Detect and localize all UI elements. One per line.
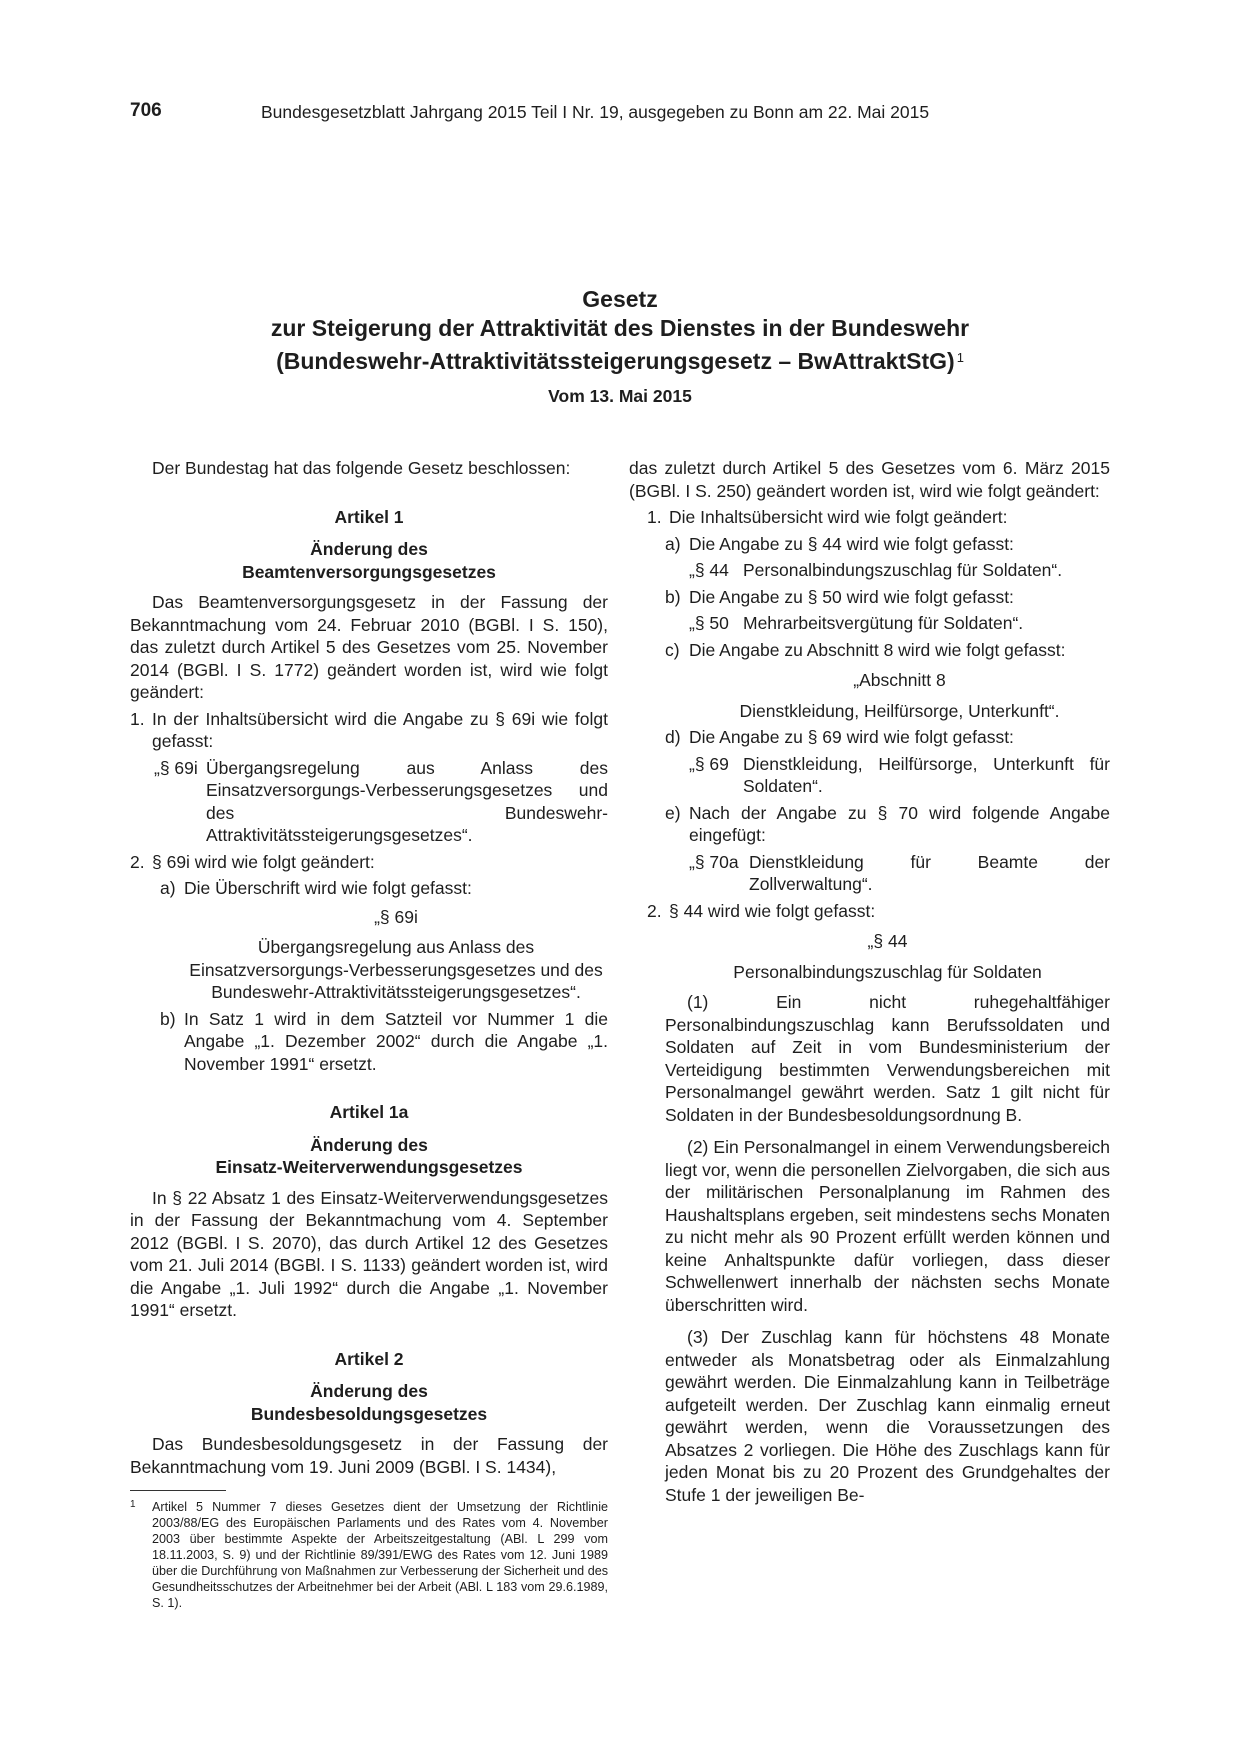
quoted-entry-text: Übergangsregelung aus Anlass des Einsatzversorgungs-Verbesserungsgesetzes und des Bundeswehr-Attraktivitätssteigerungsgesetzes“. bbox=[206, 757, 608, 845]
continuation-paragraph: das zuletzt durch Artikel 5 des Gesetzes vom 6. März 2015 (BGBl. I S. 250) geändert worden ist, wird wie folgt geändert: bbox=[629, 458, 1110, 501]
quoted-entry-number: „§ 50 bbox=[689, 613, 729, 633]
article-1a-subheading-1: Änderung des bbox=[310, 1134, 428, 1155]
intro-paragraph: Der Bundestag hat das folgende Gesetz beschlossen: bbox=[152, 458, 571, 478]
list-item-label: 2. bbox=[130, 851, 145, 872]
list-item bbox=[130, 851, 608, 874]
quoted-section-title: Personalbindungszuschlag für Soldaten bbox=[733, 961, 1042, 982]
article-1-heading: Artikel 1 bbox=[334, 506, 404, 527]
quoted-heading-block bbox=[629, 930, 1110, 983]
article-1-subheading-1: Änderung des bbox=[310, 539, 428, 559]
right-column bbox=[629, 457, 1110, 1506]
sub-list-item-label: e) bbox=[665, 802, 681, 823]
list-item-text: § 44 wird wie folgt gefasst: bbox=[669, 900, 876, 921]
law-date: Vom 13. Mai 2015 bbox=[548, 386, 692, 406]
list-item-label: 1. bbox=[647, 507, 662, 527]
sub-list-item-label: a) bbox=[160, 878, 176, 898]
sub-list-item-text: In Satz 1 wird in dem Satzteil vor Nummer 1 die Angabe „1. Dezember 2002“ durch die Angabe „1. November 1991“ ersetzt. bbox=[184, 1008, 608, 1074]
footnote-text: Artikel 5 Nummer 7 dieses Gesetzes dient der Umsetzung der Richtlinie 2003/88/EG des Europäischen Parlaments und des Rates vom 4. November 2003 über bestimmte Aspekte der Arbeitszeitgestaltung (ABl. L 299 vom 18.11.2003, S. 9) und der Richtlinie 89/391/EWG des Rates vom 12. Juni 1989 über die Durchführung von Maßnahmen zur Verbesserung der Sicherheit und des Gesundheitsschutzes der Arbeitnehmer bei der Arbeit (ABl. L 183 vom 29.6.1989, S. 1). bbox=[152, 1500, 608, 1610]
quoted-entry-text: Mehrarbeitsvergütung für Soldaten“. bbox=[743, 613, 1024, 633]
sub-list-item-label: d) bbox=[665, 727, 681, 747]
quoted-entry-number: „§ 70a bbox=[689, 851, 739, 872]
list-item-text: § 69i wird wie folgt geändert: bbox=[152, 851, 375, 872]
title-line-3-text: (Bundeswehr-Attraktivitätssteigerungsgesetz – BwAttraktStG) bbox=[276, 348, 955, 374]
sub-list-item bbox=[629, 586, 1110, 609]
article-1-subheading-2: Beamtenversorgungsgesetzes bbox=[242, 561, 496, 582]
article-1-body: Das Beamtenversorgungsgesetz in der Fassung der Bekanntmachung vom 24. Februar 2010 (BGBl. I S. 150), das zuletzt durch Artikel 5 des Gesetzes vom 25. November 2014 (BGBl. I S. 1772) geändert worden ist, wird wie folgt geändert: bbox=[130, 592, 608, 702]
quoted-entry-number: „§ 69i bbox=[154, 757, 198, 778]
footnote-divider bbox=[130, 1490, 226, 1491]
publication-line: Bundesgesetzblatt Jahrgang 2015 Teil I Nr. 19, ausgegeben zu Bonn am 22. Mai 2015 bbox=[261, 102, 930, 122]
list-item bbox=[629, 506, 1110, 529]
quoted-entry-text: Dienstkleidung für Beamte der Zollverwaltung“. bbox=[749, 851, 1110, 894]
sub-list-item bbox=[629, 533, 1110, 556]
sub-list-item-text: Die Überschrift wird wie folgt gefasst: bbox=[184, 878, 472, 898]
sub-list-item bbox=[629, 639, 1110, 662]
sub-list-item bbox=[130, 877, 608, 900]
footnote-marker: 1 bbox=[130, 1499, 136, 1510]
list-item bbox=[130, 708, 608, 753]
sub-list-item-text: Die Angabe zu § 44 wird wie folgt gefasst: bbox=[689, 533, 1014, 554]
law-title bbox=[130, 285, 1110, 376]
article-1a-heading: Artikel 1a bbox=[329, 1102, 409, 1122]
running-header bbox=[130, 100, 1000, 124]
title-line-1: Gesetz bbox=[582, 286, 658, 312]
sub-list-item bbox=[629, 802, 1110, 847]
list-item-label: 1. bbox=[130, 708, 145, 729]
sub-list-item-text: Die Angabe zu § 69 wird wie folgt gefasst: bbox=[689, 727, 1014, 747]
title-footnote-ref: 1 bbox=[956, 350, 964, 365]
quoted-section-number: „§ 69i bbox=[374, 906, 418, 927]
sub-list-item bbox=[130, 1008, 608, 1076]
section-44-text bbox=[629, 991, 1110, 1506]
list-item-label: 2. bbox=[647, 900, 662, 921]
list-item-text: In der Inhaltsübersicht wird die Angabe zu § 69i wie folgt gefasst: bbox=[152, 708, 608, 751]
title-line-2: zur Steigerung der Attraktivität des Dienstes in der Bundeswehr bbox=[270, 315, 970, 341]
quoted-section-number: „Abschnitt 8 bbox=[853, 670, 946, 690]
quoted-entry-number: „§ 69 bbox=[689, 753, 729, 774]
article-2-body: Das Bundesbesoldungsgesetz in der Fassung der Bekanntmachung vom 19. Juni 2009 (BGBl. I S. 1434), bbox=[130, 1434, 608, 1477]
sub-list-item-label: c) bbox=[665, 639, 680, 660]
quoted-toc-entry bbox=[629, 753, 1110, 798]
title-line-3 bbox=[130, 343, 1110, 376]
left-column bbox=[130, 457, 608, 1611]
quoted-toc-entry bbox=[629, 851, 1110, 896]
sub-list-item bbox=[629, 726, 1110, 749]
quoted-toc-entry bbox=[629, 559, 1110, 582]
quoted-toc-entry bbox=[130, 757, 608, 847]
quoted-heading-block bbox=[130, 906, 608, 1004]
article-1a-subheading-2: Einsatz-Weiterverwendungsgesetzes bbox=[215, 1157, 523, 1177]
sub-list-item-label: b) bbox=[160, 1008, 176, 1029]
sub-list-item-text: Die Angabe zu Abschnitt 8 wird wie folgt gefasst: bbox=[689, 639, 1066, 660]
article-2-subheading-1: Änderung des bbox=[310, 1381, 428, 1401]
quoted-entry-text: Personalbindungszuschlag für Soldaten“. bbox=[743, 560, 1063, 580]
footnote bbox=[130, 1499, 608, 1611]
paragraph-1: (1) Ein nicht ruhegehaltfähiger Personalbindungszuschlag kann Berufssoldaten und Soldaten auf Zeit in vom Bundesministerium der Verteidigung bestimmten Verwendungsbereichen mit Personalmangel gewährt werden. Satz 1 gilt nicht für Soldaten in der Bundesbesoldungsordnung B. bbox=[665, 992, 1110, 1125]
list-item bbox=[629, 900, 1110, 923]
quoted-heading-block bbox=[629, 669, 1110, 722]
sub-list-item-label: a) bbox=[665, 533, 681, 554]
paragraph-3: (3) Der Zuschlag kann für höchstens 48 Monate entweder als Monatsbetrag oder als Einmalzahlung gewährt werden. Die Einmalzahlung kann in Teilbeträge aufgeteilt werden. Der Zuschlag kann einmalig erneut gewährt werden, wenn die Voraussetzungen des Absatzes 2 vorliegen. Die Höhe des Zuschlags kann für jeden Monat bis zu 20 Prozent des Grundgehaltes der Stufe 1 der jeweiligen Be- bbox=[665, 1327, 1110, 1505]
sub-list-item-label: b) bbox=[665, 586, 681, 607]
paragraph-2: (2) Ein Personalmangel in einem Verwendungsbereich liegt vor, wenn die personellen Zielvorgaben, die sich aus der militärischen Personalplanung im Rahmen des Haushaltsplans ergeben, seit mindestens sechs Monaten zu nicht mehr als 90 Prozent erfüllt werden können und keine Anhaltspunkte dafür vorliegen, dass dieser Schwellenwert innerhalb der nächsten sechs Monate überschritten wird. bbox=[665, 1137, 1110, 1315]
article-1a-body: In § 22 Absatz 1 des Einsatz-Weiterverwendungsgesetzes in der Fassung der Bekanntmachung vom 4. September 2012 (BGBl. I S. 2070), das durch Artikel 12 des Gesetzes vom 21. Juli 2014 (BGBl. I S. 1133) geändert worden ist, wird die Angabe „1. Juli 1992“ durch die Angabe „1. November 1991“ ersetzt. bbox=[130, 1187, 608, 1320]
quoted-entry-text: Dienstkleidung, Heilfürsorge, Unterkunft für Soldaten“. bbox=[743, 753, 1110, 796]
list-item-text: Die Inhaltsübersicht wird wie folgt geändert: bbox=[669, 507, 1008, 527]
article-2-subheading-2: Bundesbesoldungsgesetzes bbox=[250, 1403, 488, 1424]
quoted-section-title: Übergangsregelung aus Anlass des Einsatzversorgungs-Verbesserungsgesetzes und des Bundeswehr-Attraktivitätssteigerungsgesetzes“. bbox=[189, 937, 603, 1002]
quoted-section-title: Dienstkleidung, Heilfürsorge, Unterkunft“. bbox=[739, 700, 1060, 721]
quoted-section-number: „§ 44 bbox=[867, 931, 908, 951]
page-number: 706 bbox=[130, 100, 162, 121]
sub-list-item-text: Die Angabe zu § 50 wird wie folgt gefasst: bbox=[689, 586, 1014, 607]
article-2-heading: Artikel 2 bbox=[334, 1348, 404, 1369]
quoted-entry-number: „§ 44 bbox=[689, 560, 729, 580]
sub-list-item-text: Nach der Angabe zu § 70 wird folgende Angabe eingefügt: bbox=[689, 802, 1110, 845]
quoted-toc-entry bbox=[629, 612, 1110, 635]
